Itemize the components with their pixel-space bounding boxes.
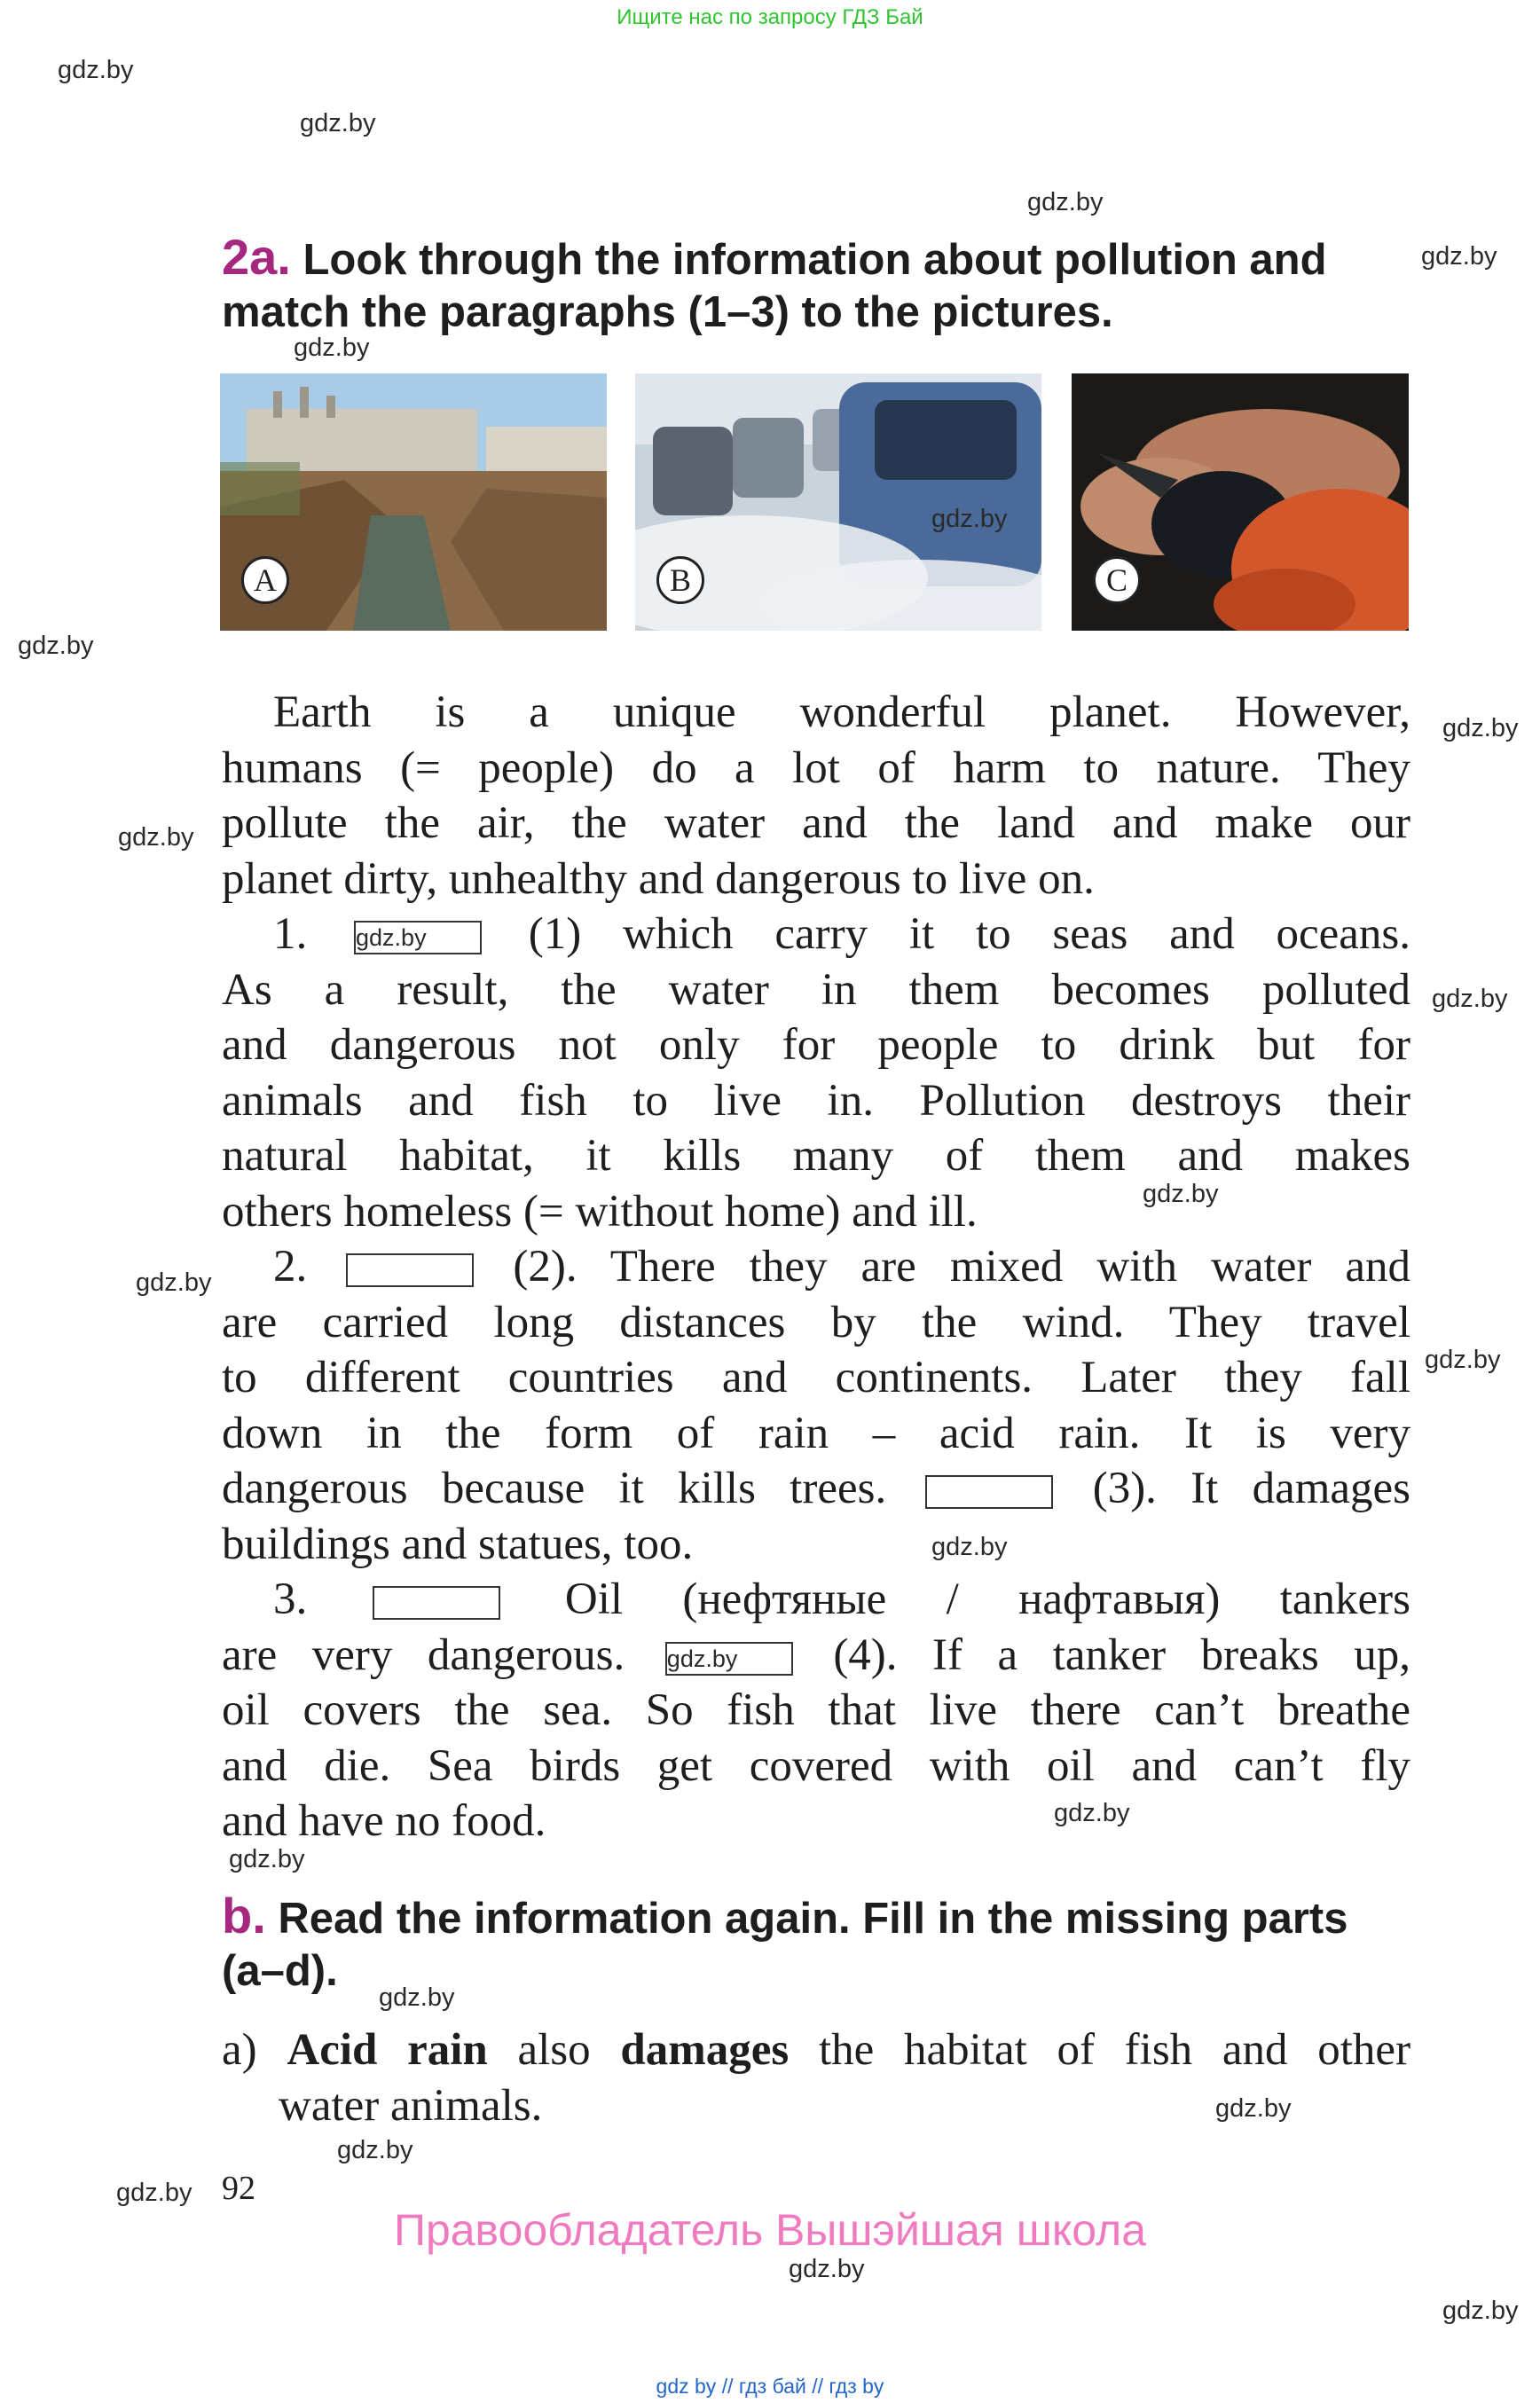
watermark: gdz.by <box>1432 985 1508 1013</box>
paragraph-text: are very dangerous. <box>222 1629 625 1680</box>
watermark: gdz.by <box>1215 2094 1292 2123</box>
instruction-line-2: match the paragraphs (1–3) to the pictures. <box>222 288 1113 336</box>
text-line: down in the form of rain – acid rain. It is very <box>222 1408 1410 1458</box>
picture-label: C <box>1093 556 1141 604</box>
watermark: gdz.by <box>229 1845 305 1873</box>
watermark: gdz.by <box>379 1983 455 2012</box>
paragraph-3-first-line <box>222 1572 1410 1628</box>
text-line: oil covers the sea. So fish that live there can’t breathe <box>222 1685 1410 1735</box>
watermark: gdz.by <box>1027 188 1104 216</box>
watermark: gdz.by <box>18 632 94 660</box>
watermark: gdz.by <box>931 505 1008 533</box>
option-line: water animals. <box>279 2080 543 2131</box>
footer-links[interactable]: gdz by // гдз бай // гдз by <box>656 2375 884 2398</box>
paragraph-text: dangerous because it kills trees. <box>222 1464 887 1513</box>
exercise-number: 2a. <box>222 229 291 285</box>
text-line: others homeless (= without home) and ill. <box>222 1186 978 1237</box>
exercise-b-heading <box>222 1889 1419 1998</box>
paragraph-text: (4). If a tanker breaks up, <box>833 1629 1411 1680</box>
option-a <box>222 2022 1410 2133</box>
text-line: buildings and statues, too. <box>222 1519 694 1569</box>
text-line: pollute the air, the water and the land and make our <box>222 798 1410 848</box>
answer-gap-4[interactable] <box>373 1586 500 1620</box>
answer-gap-1[interactable] <box>354 921 482 954</box>
watermark: gdz.by <box>294 334 370 362</box>
option-bold: damages <box>620 2025 790 2075</box>
watermark: gdz.by <box>1442 714 1519 742</box>
paragraph-text: (2). There they are mixed with water and <box>513 1242 1411 1292</box>
picture-label: A <box>241 556 289 604</box>
watermark: gdz.by <box>118 823 194 852</box>
top-banner[interactable]: Ищите нас по запросу ГДЗ Бай <box>617 5 923 29</box>
option-text: the habitat of fish and other <box>818 2025 1411 2075</box>
page-number: 92 <box>222 2170 255 2207</box>
paragraph-2-first-line <box>222 1239 1410 1295</box>
paragraph-number: 3. <box>273 1575 308 1624</box>
picture-label: B <box>656 556 704 604</box>
picture-a <box>220 373 607 631</box>
text-line <box>222 1628 1410 1684</box>
paragraph-1-first-line <box>222 907 1410 962</box>
watermark: gdz.by <box>116 2179 192 2207</box>
option-line <box>222 2022 1410 2078</box>
text-line: are carried long distances by the wind. They travel <box>222 1297 1410 1347</box>
watermark: gdz.by <box>1442 2297 1519 2325</box>
paragraph-text: (3). It damages <box>1092 1464 1411 1513</box>
watermark: gdz.by <box>931 1533 1008 1561</box>
answer-gap-2[interactable] <box>346 1253 474 1287</box>
text-line <box>222 1461 1410 1517</box>
paragraph-text: Oil (нефтяные / нафтавыя) tankers <box>564 1575 1410 1624</box>
instruction-line-1: Look through the information about pollution and <box>302 236 1327 284</box>
text-line: humans (= people) do a lot of harm to nature. They <box>222 742 1410 793</box>
watermark: gdz.by <box>58 56 134 84</box>
watermark: gdz.by <box>1425 1346 1501 1374</box>
answer-gap-5[interactable] <box>665 1642 793 1676</box>
picture-b <box>635 373 1041 631</box>
text-line: and have no food. <box>222 1796 546 1846</box>
option-letter: a) <box>222 2025 257 2075</box>
watermark: gdz.by <box>136 1268 212 1297</box>
text-line: As a result, the water in them becomes polluted <box>222 964 1410 1015</box>
watermark: gdz.by <box>1421 242 1497 271</box>
instruction-line-2: (a–d). <box>222 1947 338 1995</box>
option-bold: Acid rain <box>287 2025 488 2075</box>
paragraph-text: (1) which carry it to seas and oceans. <box>528 909 1411 959</box>
watermark: gdz.by <box>356 924 427 952</box>
exercise-label: b. <box>222 1888 266 1944</box>
watermark: gdz.by <box>337 2136 413 2164</box>
text-line: and die. Sea birds get covered with oil and can’t fly <box>222 1740 1410 1791</box>
paragraph-number: 2. <box>273 1242 308 1292</box>
text-line: planet dirty, unhealthy and dangerous to live on. <box>222 853 1095 904</box>
text-line: Earth is a unique wonderful planet. However, <box>273 687 1410 737</box>
option-text: also <box>517 2025 591 2075</box>
watermark: gdz.by <box>1054 1799 1130 1827</box>
text-line: and dangerous not only for people to drink but for <box>222 1020 1410 1070</box>
watermark: gdz.by <box>666 1645 738 1672</box>
watermark: gdz.by <box>300 109 376 137</box>
text-line: natural habitat, it kills many of them and makes <box>222 1131 1410 1181</box>
picture-c <box>1072 373 1409 631</box>
text-line: animals and fish to live in. Pollution destroys their <box>222 1075 1410 1126</box>
watermark: gdz.by <box>1143 1180 1219 1208</box>
paragraph-number: 1. <box>273 909 308 959</box>
text-line: to different countries and continents. Later they fall <box>222 1353 1410 1402</box>
pollution-text <box>222 685 1410 1849</box>
answer-gap-3[interactable] <box>925 1475 1053 1509</box>
exercise-2a-heading <box>222 231 1419 339</box>
instruction-line-1: Read the information again. Fill in the missing parts <box>278 1895 1348 1943</box>
copyright-notice: Правообладатель Вышэйшая школа <box>394 2205 1146 2255</box>
watermark: gdz.by <box>789 2255 865 2283</box>
